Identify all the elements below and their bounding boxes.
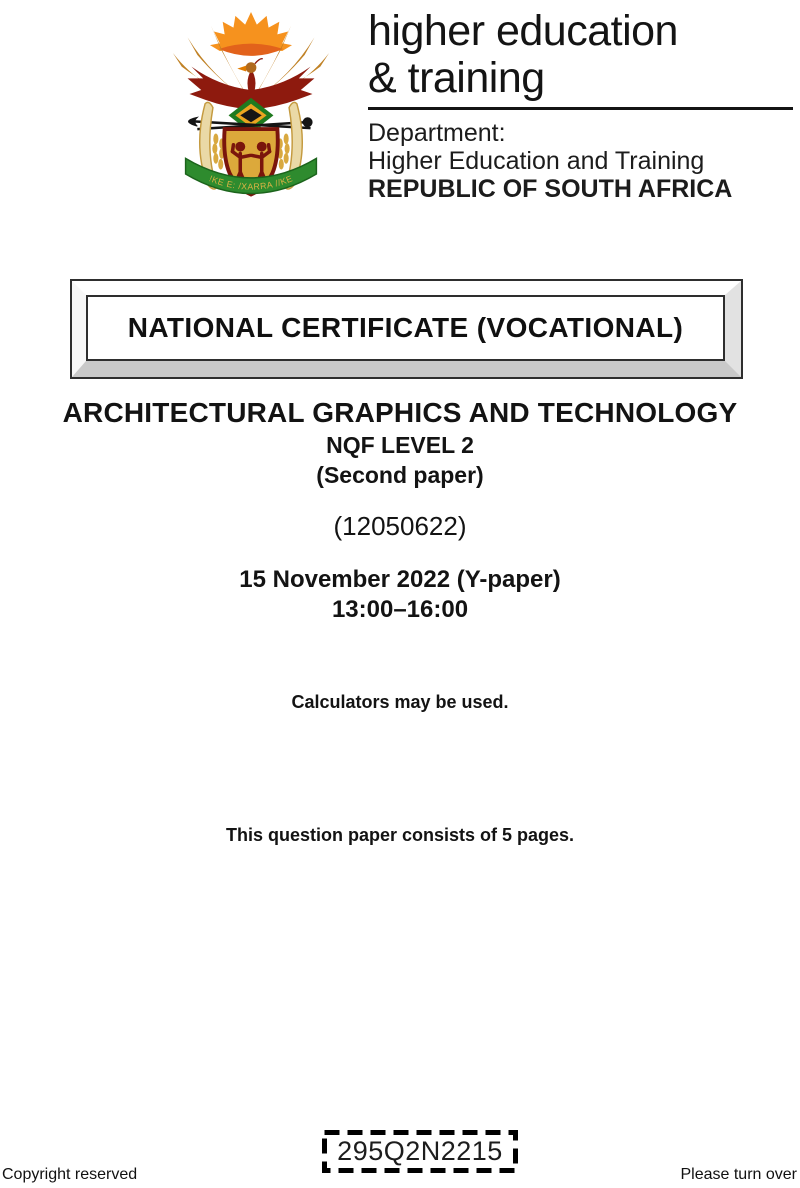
masthead-divider — [368, 107, 793, 110]
turn-over-note: Please turn over — [680, 1166, 797, 1183]
department-label: Department: — [368, 119, 506, 147]
exam-subject: ARCHITECTURAL GRAPHICS AND TECHNOLOGY — [62, 397, 738, 428]
sa-coat-of-arms-icon — [166, 10, 336, 215]
exam-paper-label: (Second paper) — [316, 462, 484, 488]
exam-number: 295Q2N2215 — [337, 1136, 503, 1166]
copyright-note: Copyright reserved — [2, 1166, 138, 1183]
exam-time: 13:00–16:00 — [331, 596, 469, 623]
page-count-note: This question paper consists of 5 pages. — [225, 825, 575, 845]
coat-of-arms-motto: !KE E: /XARRA //KE — [207, 173, 295, 192]
dept-wordmark — [368, 8, 788, 102]
exam-code: (12050622) — [333, 511, 467, 541]
calculator-note: Calculators may be used. — [291, 692, 509, 712]
certificate-banner-bevel — [72, 281, 741, 377]
department-name: Higher Education and Training — [368, 147, 705, 175]
wordmark-line1: higher education — [368, 7, 678, 55]
wordmark-line2: & training — [368, 54, 545, 102]
certificate-banner-box — [70, 279, 743, 379]
country-name: REPUBLIC OF SOUTH AFRICA — [368, 175, 733, 203]
exam-number-box — [322, 1130, 518, 1173]
exam-nqf-level: NQF LEVEL 2 — [326, 432, 474, 458]
certificate-title: NATIONAL CERTIFICATE (VOCATIONAL) — [86, 295, 725, 361]
exam-date: 15 November 2022 (Y-paper) — [239, 566, 561, 593]
